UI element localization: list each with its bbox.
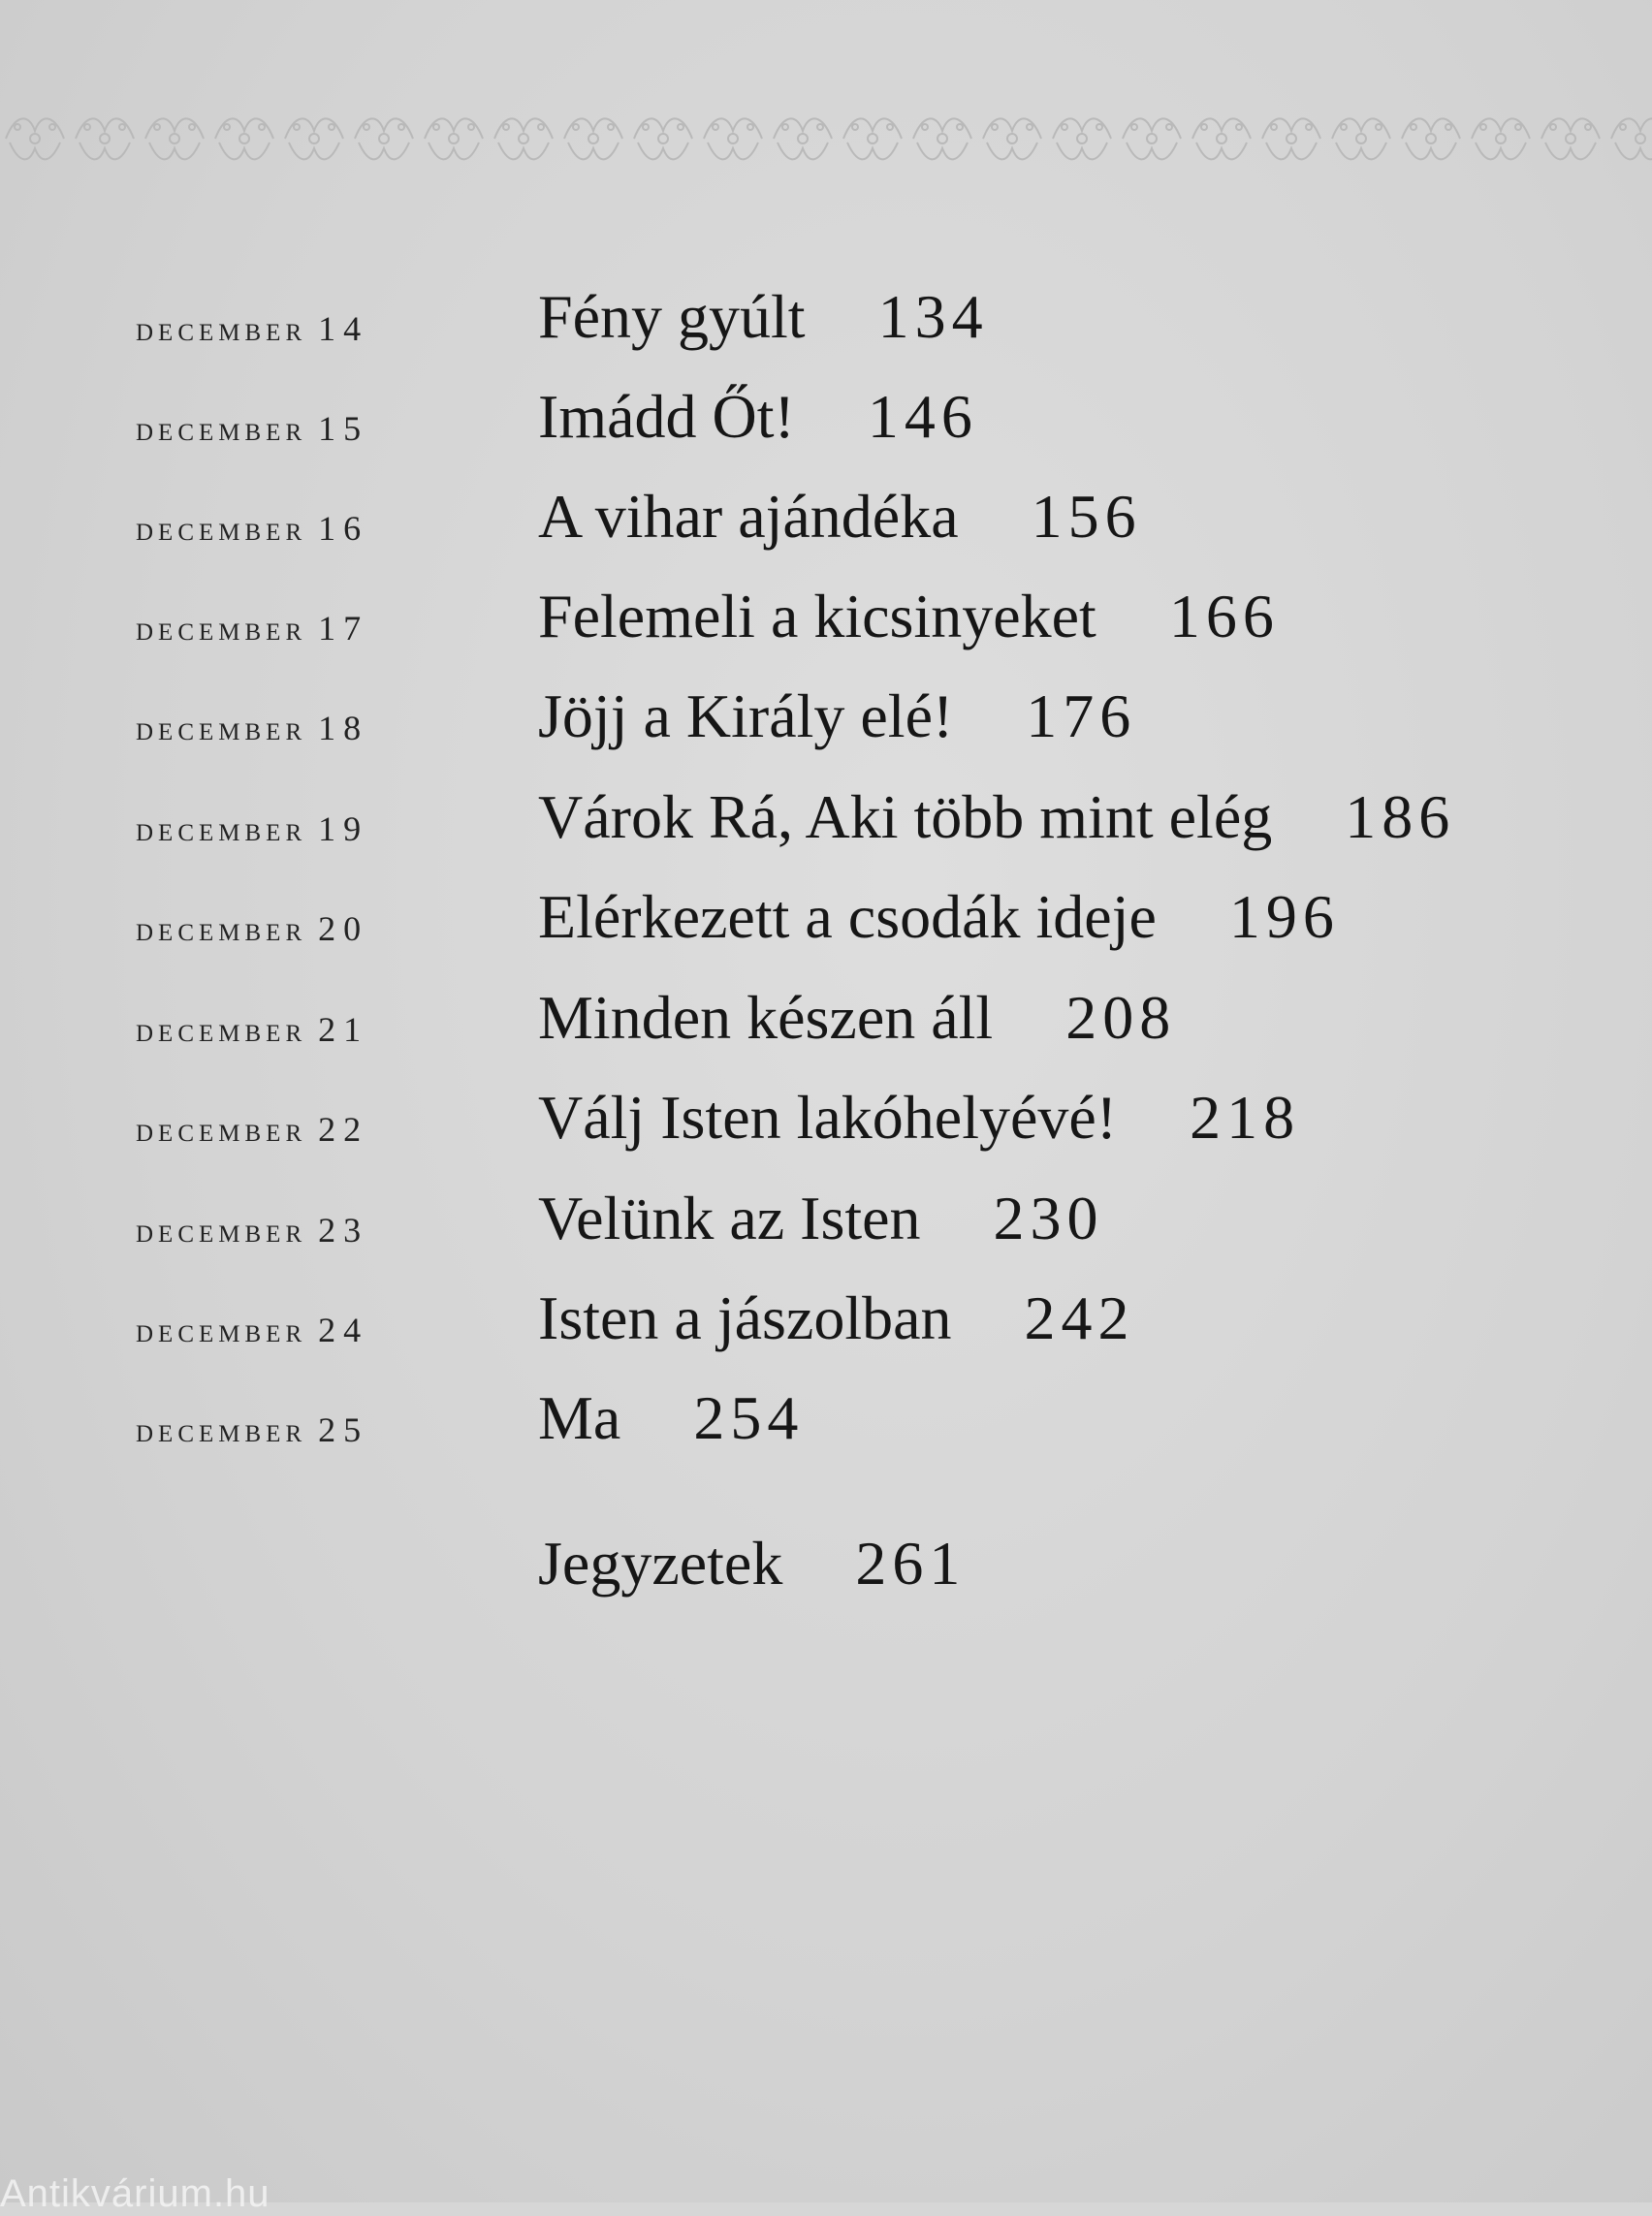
toc-title: Minden készen áll 208 — [538, 983, 1177, 1052]
toc-date: december 15 — [136, 409, 369, 448]
toc-page-number: 134 — [877, 282, 989, 351]
toc-page-number: 186 — [1345, 782, 1456, 851]
toc-page-number: 230 — [993, 1184, 1104, 1252]
toc-date: december 18 — [136, 709, 369, 747]
toc-title: Imádd Őt! 146 — [538, 382, 978, 451]
toc-date: december 19 — [136, 809, 369, 848]
toc-entry — [0, 772, 1652, 869]
toc-date: december 14 — [136, 309, 369, 348]
toc-page-number: 261 — [855, 1529, 967, 1598]
toc-title: Válj Isten lakóhelyévé! 218 — [538, 1083, 1301, 1152]
toc-entry — [0, 1373, 1652, 1470]
toc-entry — [0, 571, 1652, 668]
toc-page-number: 166 — [1168, 582, 1280, 650]
toc-entry — [0, 1072, 1652, 1169]
toc-date: december 25 — [136, 1410, 369, 1449]
toc-title: Várok Rá, Aki több mint elég 186 — [538, 782, 1456, 851]
toc-page-number: 254 — [693, 1383, 805, 1452]
toc-page-number: 218 — [1190, 1083, 1301, 1152]
toc-date: december 20 — [136, 909, 369, 948]
toc-title: Velünk az Isten 230 — [538, 1184, 1104, 1252]
toc-page-number: 208 — [1065, 983, 1177, 1052]
toc-title: A vihar ajándéka 156 — [538, 482, 1142, 551]
toc-title: Felemeli a kicsinyeket 166 — [538, 582, 1280, 650]
toc-entry — [0, 1273, 1652, 1370]
toc-title: Elérkezett a csodák ideje 196 — [538, 882, 1340, 951]
toc-title: Isten a jászolban 242 — [538, 1283, 1135, 1352]
toc-notes-title: Jegyzetek 261 — [538, 1529, 967, 1598]
toc-entry — [0, 1173, 1652, 1270]
toc-page-number: 242 — [1024, 1283, 1135, 1352]
toc-page-number: 176 — [1026, 681, 1137, 750]
toc-date: december 23 — [136, 1211, 369, 1250]
toc-title: Jöjj a Király elé! 176 — [538, 681, 1137, 750]
toc-title: Ma 254 — [538, 1383, 805, 1452]
toc-entry — [0, 871, 1652, 968]
toc-entry — [0, 972, 1652, 1069]
toc-date: december 24 — [136, 1311, 369, 1349]
toc-entry — [0, 371, 1652, 468]
toc-page-number: 146 — [867, 382, 978, 451]
toc-entry — [0, 271, 1652, 368]
toc-date: december 22 — [136, 1110, 369, 1149]
toc-entry — [0, 671, 1652, 768]
toc-page-number: 156 — [1031, 482, 1142, 551]
toc-title: Fény gyúlt 134 — [538, 282, 989, 351]
toc-entry — [0, 471, 1652, 568]
toc-date: december 21 — [136, 1010, 369, 1049]
toc-date: december 17 — [136, 609, 369, 648]
toc-notes-entry — [0, 1518, 1652, 1615]
watermark: Antikvárium.hu — [0, 2172, 270, 2215]
toc-page-number: 196 — [1228, 882, 1340, 951]
toc-date: december 16 — [136, 509, 369, 548]
